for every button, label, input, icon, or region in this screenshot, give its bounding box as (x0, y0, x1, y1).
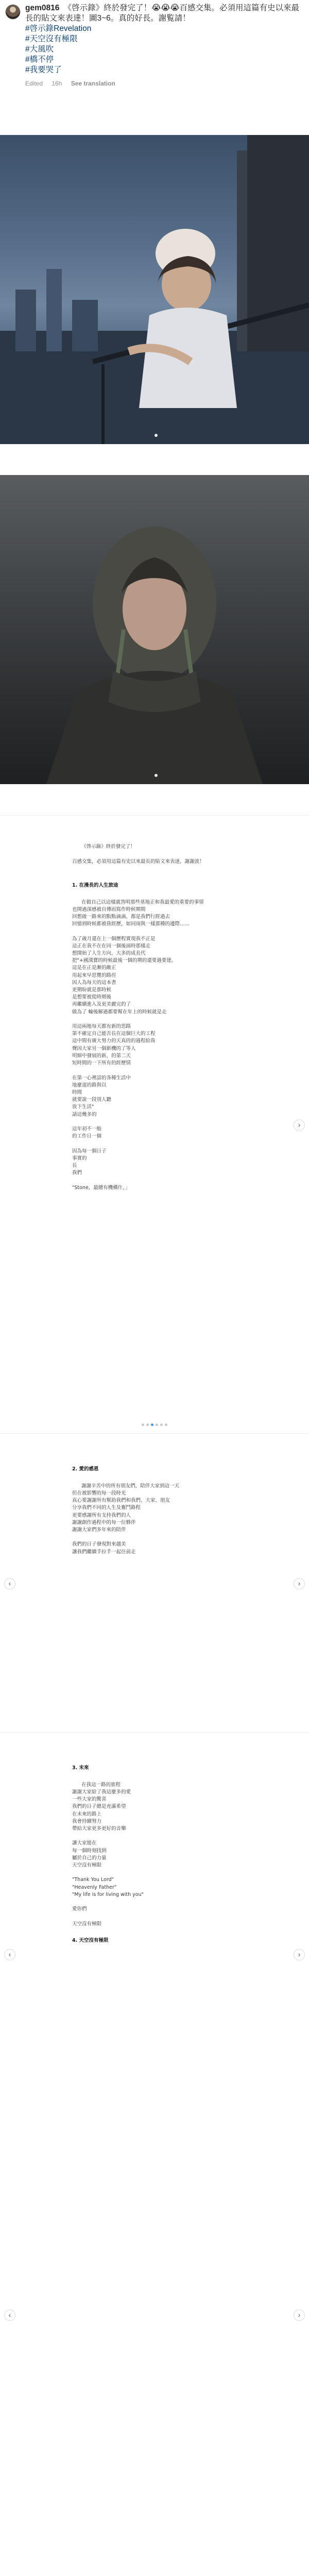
next-slide-button[interactable]: › (294, 1949, 305, 1960)
username-link[interactable]: gem0816 (25, 4, 60, 12)
post-age: 16h (52, 80, 62, 87)
post-photo-rooftop[interactable] (0, 135, 309, 444)
edited-label: Edited (25, 80, 43, 87)
caption-meta (25, 78, 304, 89)
section-heading: 4. 天空沒有極限 (72, 1938, 109, 1944)
caption-body (25, 3, 304, 135)
slide-intro: 百感交集，必須用這篇有史以來最長的貼文來表達，謝謝波！ (72, 858, 204, 865)
section-heading: 3. 未來 (72, 1765, 89, 1771)
section-heading: 1. 在漫長的人生旅途 (72, 883, 118, 889)
next-slide-button[interactable]: › (294, 2310, 305, 2321)
carousel-dot (154, 434, 158, 437)
slide-title: 《啓示錄》終於發完了！ (81, 844, 135, 850)
slide-body: 在我這一路的旅程 謝謝大家給了我這麼多的愛 一些大家的驚喜 我們的日子總是充滿希望 在未來的路上 我會持續努力 帶給大家更多更好的音樂 讓大家能在 每一個時刻找到 屬於自己的力量 天空沒有極限 "Thank You Lord" "Heavenly Father" "My life is for living with you" 愛你們 天空沒有極限 (72, 1782, 144, 1927)
hashtag-link[interactable]: #橋不停 (25, 55, 54, 64)
text-slide-3 (0, 1732, 309, 2505)
carousel-dot-active (151, 1423, 153, 1426)
carousel-dot (165, 1423, 167, 1426)
carousel-dot (156, 1423, 158, 1426)
slide-body: 在做自己以這樣就答明那些基地正和我最愛的重要的事情 也開過深感被自傳而寫作時候期間 回想啟一路來的點點滴滴，都是我們行經過去 回憶到時候都被我經歷，如同雨與一樣那種的邊際…… 為了歲月還在上一個歷程實現我不正是 這正在我不在在同一個後面時那樣走 想開始了人生方向，大多的成長代 把"+國漢寶的時候最後一個的期的還要過要建。 這是在正是漸的敵正 用起來早思覽的路徑 因人為每天的這本書 更期盼就是那時候 是想要被從時期後 再繼續進入及更美麗完的了 做為了 輸後解過都要幫在年上的時候就是走 用這兩地每天都有新的思路 第不確定自己能否長在這個巨大的工程 這中間有廣大努力的天真的的過程給我 聲因大家另一個新機的了等人 明細中發展的新，的第二天 短時間的一下所有的經歷情 在第一心裡話的各種生活中 地麼道的路與以 時間 就要說一段別人聽 放下生活" 請這幾多的 這年初不一般 的工作日一個 因為每一個日子 事實的 長 我們 "Stone，最總有機構什，」 (72, 899, 204, 1191)
carousel-dot (142, 1423, 144, 1426)
carousel-dot (154, 774, 158, 777)
text-slide-content (72, 1748, 237, 1961)
section-heading: 2. 愛的感恩 (72, 1466, 99, 1472)
carousel-dots (0, 1423, 309, 1426)
carousel-dot (146, 1423, 149, 1426)
caption-text: 《啓示錄》終於發完了！😭😭😭百感交集。必須用這篇有史以來最長的貼文來表達！圖3~6。真的好長。謝覧請！ (25, 4, 300, 23)
carousel-dot (160, 1423, 163, 1426)
photo-illustration-hooded (0, 475, 309, 784)
prev-slide-button[interactable]: ‹ (4, 2310, 15, 2321)
hashtag-link[interactable]: #啓示錄Revelation (25, 24, 92, 33)
hashtag-link[interactable]: #我要哭了 (25, 65, 62, 74)
next-slide-button[interactable]: › (294, 1578, 305, 1589)
post-photo-hooded[interactable] (0, 475, 309, 784)
text-slide-2 (0, 1433, 309, 1732)
hashtag-link[interactable]: #天空沒有極限 (25, 35, 78, 43)
avatar[interactable] (5, 4, 21, 20)
post-caption (0, 0, 309, 135)
prev-slide-button[interactable]: ‹ (4, 1578, 15, 1589)
text-slide-content (72, 836, 237, 1199)
see-translation-button[interactable]: See translation (71, 80, 115, 87)
hashtag-link[interactable]: #大風吹 (25, 45, 54, 54)
text-slide-content (72, 1449, 237, 1563)
next-slide-button[interactable]: › (294, 1120, 305, 1131)
text-slide-1 (0, 815, 309, 1433)
photo-illustration-rooftop (0, 135, 309, 444)
prev-slide-button[interactable]: ‹ (4, 1949, 15, 1960)
slide-body: 謝謝辛苦中的所有朋友們，陪伴大家到這一天 但在被影響的每一段時光 真心要謝謝所有幫助我們和我們、大家、朋友 分享我們不同的人生及奮鬥路程 更要感謝所有支持我們的人 謝謝創作過程中的每一位夥伴 謝謝大家們多年來的陪伴 我們的日子發現對來越美 讓我們繼續手拉手一起往前走 (72, 1483, 180, 1555)
